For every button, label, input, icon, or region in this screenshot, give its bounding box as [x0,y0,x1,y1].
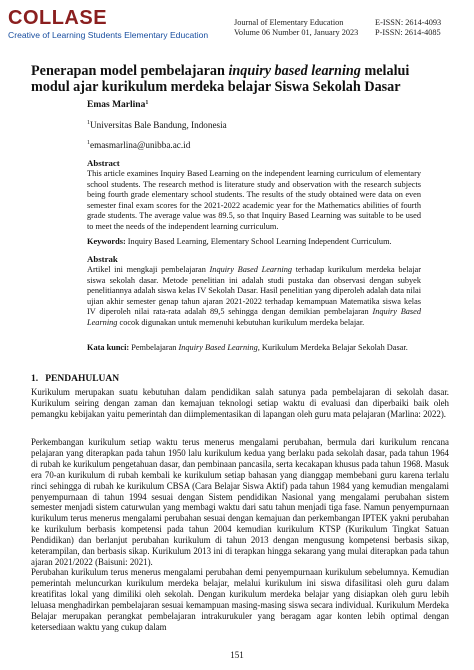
abstract-id-mid: terhadap kurikulum merdeka belajar siswa sekolah dasar. Metode penelitian ini adalah studi pustaka dan observasi dengan subyek penelitiannya adalah siswa kelas IV Sekolah Dasar. Hasil penelitian yang diperoleh adalah data nilai ujian akhir semester genap tahun ajaran 2021-2022 terhadap kemampuan Matematika siswa kelas IV diperoleh nilai rata-rata adalah 89,5 sehingga dengan demikian pembelajaran [87,265,421,316]
issn-info [375,18,441,38]
abstract-en [87,158,421,232]
abstract-id-italic2: Inquiry Based Learning [87,307,421,327]
keywords-id [87,343,421,354]
journal-volume: Volume 06 Number 01, January 2023 [234,28,359,37]
email-text: emasmarlina@unibba.ac.id [90,140,191,150]
logo-word: COLLASE [8,7,108,29]
keywords-en-label: Keywords: [87,237,126,246]
abstract-id-pre: Artikel ini mengkaji pembelajaran [87,265,210,274]
author-sup: 1 [145,100,149,106]
keywords-en [87,237,421,248]
keywords-id-pre: Pembelajaran [129,343,179,352]
title-italic: inquiry based learning [228,63,361,79]
affil-sup: 1 [87,120,90,126]
abstract-id-text [87,265,421,328]
journal-name: Journal of Elementary Education [234,18,344,27]
keywords-id-italic: Inquiry Based Learning, [178,343,260,352]
pissn: P-ISSN: 2614-4085 [375,28,441,37]
title-part1: Penerapan model pembelajaran [31,63,229,79]
affil-text: Universitas Bale Bandung, Indonesia [90,120,227,130]
keywords-id-post: Kurikulum Merdeka Belajar Sekolah Dasar. [259,343,408,352]
abstract-id-heading: Abstrak [87,254,118,264]
keywords-en-text: Inquiry Based Learning, Elementary School Learning Independent Curriculum. [125,237,392,246]
body-paragraph-3: Perubahan kurikulum terus menerus mengalami perubahan demi penyempurnaan kurikulum sebelumnya. Kemudian pemerintah meluncurkan kurikulum merdeka belajar, melalui kurikulum ini siswa difasilitasi oleh guru dalam kreatifitas lokal yang dimiliki oleh sekolah. Dengan kurikulum merdeka belajar yang disiapkan oleh guru lebih leluasa menghadirkan pembelajaran sesuai kemampuan masing-masing siswa secara individual. Kurikulum Merdeka Belajar merupakan perangkat pembelajaran intrakurukuler yang beragam agar konten lebih optimal dengan ketersediaan waktu yang cukup dalam [31,567,449,632]
abstract-en-text: This article examines Inquiry Based Learning on the independent learning curriculum of elementary school students. The research method is literature study and observation with the research subjects being fourth grade elementary school students. The results of the study obtained were data on even semester final exam scores for the 2021-2022 academic year for the Mathematics abilities of fourth grade students. The average value was 89.5, so that Inquiry Based Learning was suitable to be used to meet the needs of the independent learning curriculum. [87,169,421,231]
paper-title [31,63,449,95]
body-paragraph-1: Kurikulum merupakan suatu kebutuhan dalam pendidikan salah satunya pada pembelajaran di sekolah dasar. Kurikulum seiring dengan zaman dan kemajuan teknologi setiap waktu di evaluasi dan diperbaiki baik oleh pemangku kebijakan yaitu pemerintah dan diimplementasikan di lapangan oleh guru mata pelajaran (Marlina: 2022). [31,387,449,419]
affiliation [87,120,227,130]
abstract-id-post: cocok digunakan untuk memenuhi kebutuhan kurikulum merdeka belajar. [117,317,365,327]
keywords-id-label: Kata kunci: [87,343,130,352]
abstract-id-italic: Inquiry Based Learning [209,265,293,274]
eissn: E-ISSN: 2614-4093 [375,18,442,27]
body-paragraph-2: Perkembangan kurikulum setiap waktu terus menerus mengalami perubahan, bermula dari kurikulum rencana pelajaran yang diterapkan pada tahun 1950 lalu kurikulum kedua yang berlaku pada sekolah dasar, pada tahun 1964 di rubah ke kurikulum pengetahuan dasar, dan pembinaan pancasila, serta kecakapan khusus pada tahun 1968. Masuk era 70-an kurikulum di rubah kembali ke kurikulum setiap bahasan yang dianggap membebani guru karena terlalu rinci sehingga di rubah ke kurikulum CBSA (Cara Belajar Siswa Aktif) pada tahun 1984 yang kemudian mengalami penyempurnaan di tahun 1994 sesuai dengan Sistem pendidikan Nasional yang mengalami perubahan sistem semester menjadi sistem caturwulan yang membagi waktu dari satu tahun menjadi tiga fase. Namun penyempurnaan kurikulum terus menerus mengalami perubahan sesuai dengan kemajuan dan perkembangan IPTEK yakni perubahan ke kurikulum berbasis kompetensi pada tahun 2004 kemudian kurikulum KTSP (Kurikulum Tingkat Satuan Pendidikan) dan berlanjut perubahan kurikulum di tahun 2013 dengan mengusung kompetensi berbasis sikap, keterampilan, dan berbasis sikap. Kurikulum 2013 ini di terapkan hingga sekarang yang mulai diterapkan pada tahun ajaran 2021/2022 (Baisuni: 2021). [31,437,449,567]
journal-logo [8,8,208,40]
section-heading: 1. PENDAHULUAN [31,374,120,384]
page-number: 151 [230,650,244,660]
journal-info [234,18,358,38]
abstract-id [87,254,421,328]
email-sup: 1 [87,140,90,146]
title-part2: melalui modul ajar kurikulum merdeka belajar Siswa Sekolah Dasar [31,63,410,95]
abstract-en-heading: Abstract [87,158,120,168]
author-email [87,140,190,150]
author-name: Emas Marlina [87,100,146,110]
logo-tagline: Creative of Learning Students Elementary Education [8,30,209,40]
author [87,100,148,110]
